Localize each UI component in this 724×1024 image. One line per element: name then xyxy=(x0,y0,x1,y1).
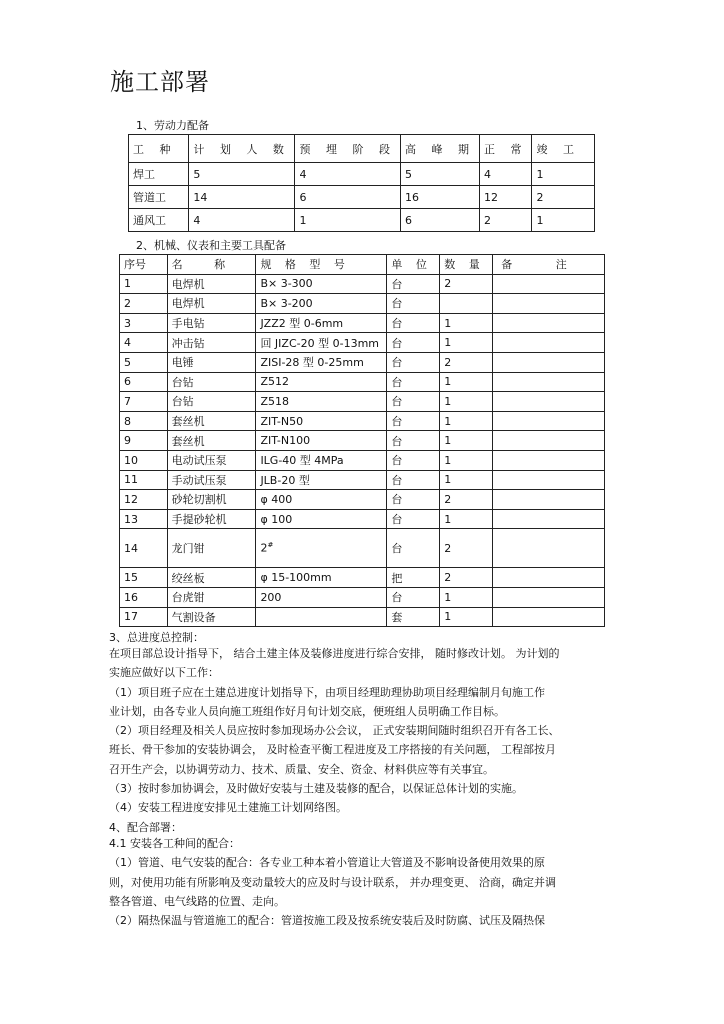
paragraph-line: 整各管道、电气线路的位置、走向。 xyxy=(109,894,285,908)
table-row xyxy=(120,529,605,568)
table-cell: 5 xyxy=(120,352,168,372)
table-cell: 2 xyxy=(440,352,493,372)
table-cell: 台 xyxy=(387,509,440,529)
paragraph-line: 4.1 安装各工种间的配合： xyxy=(109,837,240,850)
table-cell: 11 xyxy=(120,470,168,490)
table-cell: 1 xyxy=(440,450,493,470)
table-cell: 1 xyxy=(120,274,168,294)
table-cell: 台 xyxy=(387,431,440,451)
table-cell: 7 xyxy=(120,392,168,412)
cell-value: 2 xyxy=(260,542,268,556)
table-header-row xyxy=(120,255,605,275)
table-cell: 1 xyxy=(440,470,493,490)
table-cell: 6 xyxy=(295,186,401,209)
table-cell: φ 100 xyxy=(256,509,387,529)
table-cell: 6 xyxy=(120,372,168,392)
header-cell: 备 注 xyxy=(493,255,605,275)
table-cell: 2 xyxy=(120,294,168,314)
table-cell: 6 xyxy=(400,209,479,232)
table-cell: 台虎钳 xyxy=(167,587,256,607)
table-cell: 1 xyxy=(440,313,493,333)
table-cell: 电动试压泵 xyxy=(167,450,256,470)
paragraph-line: 实施应做好以下工作： xyxy=(109,666,219,680)
paragraph-line: 召开生产会，以协调劳动力、技术、质量、安全、资金、材料供应等有关事宜。 xyxy=(109,762,494,776)
table-cell: 砂轮切割机 xyxy=(167,490,256,510)
table-row xyxy=(129,186,595,209)
table-cell: 焊工 xyxy=(129,163,189,186)
header-cell: 计 划 人 数 xyxy=(189,135,295,163)
table-row xyxy=(120,450,605,470)
table-cell: 16 xyxy=(400,186,479,209)
table-cell: 冲击钻 xyxy=(167,333,256,353)
paragraph-line: （4）安装工程进度安排见土建施工计划网络图。 xyxy=(109,801,347,815)
equipment-heading: 2、机械、仪表和主要工具配备 xyxy=(136,239,286,252)
paragraph-line: （3）按时参加协调会，及时做好安装与土建及装修的配合，以保证总体计划的实施。 xyxy=(109,782,523,796)
table-cell: ZIT-N100 xyxy=(256,431,387,451)
table-cell: 把 xyxy=(387,568,440,588)
table-cell: 13 xyxy=(120,509,168,529)
table-cell xyxy=(493,372,605,392)
table-cell xyxy=(493,294,605,314)
page-title: 施工部署 xyxy=(110,68,210,96)
table-cell xyxy=(493,490,605,510)
table-cell xyxy=(493,274,605,294)
header-cell: 序号 xyxy=(120,255,168,275)
table-cell: 台 xyxy=(387,274,440,294)
paragraph-line: 在项目部总设计指导下， 结合土建主体及装修进度进行综合安排， 随时修改计划。 为计划的 xyxy=(109,647,560,660)
table-row xyxy=(120,470,605,490)
table-cell: 14 xyxy=(189,186,295,209)
header-cell: 名 称 xyxy=(167,255,256,275)
table-cell: ZIT-N50 xyxy=(256,411,387,431)
table-cell: 1 xyxy=(440,431,493,451)
table-cell: Z518 xyxy=(256,392,387,412)
paragraph-line: 业计划，由各专业人员向施工班组作好月旬计划交底，便班组人员明确工作目标。 xyxy=(109,704,505,718)
table-cell xyxy=(256,607,387,627)
table-row xyxy=(120,509,605,529)
table-cell: 台 xyxy=(387,392,440,412)
table-cell: Z512 xyxy=(256,372,387,392)
table-cell: 8 xyxy=(120,411,168,431)
table-cell: 2 xyxy=(479,209,532,232)
table-cell: 台 xyxy=(387,411,440,431)
table-cell: 台 xyxy=(387,470,440,490)
table-cell: 2 xyxy=(440,490,493,510)
table-row xyxy=(129,209,595,232)
table-row xyxy=(120,333,605,353)
table-cell: 2 xyxy=(440,529,493,568)
table-cell: 15 xyxy=(120,568,168,588)
table-row xyxy=(129,163,595,186)
table-cell: 4 xyxy=(189,209,295,232)
table-cell: 10 xyxy=(120,450,168,470)
table-cell: φ 15-100mm xyxy=(256,568,387,588)
table-cell: 5 xyxy=(400,163,479,186)
table-row xyxy=(120,587,605,607)
table-cell xyxy=(493,509,605,529)
superscript-mark: # xyxy=(267,541,274,550)
section4-body xyxy=(109,834,611,930)
table-row xyxy=(120,411,605,431)
table-cell: 2 xyxy=(532,186,595,209)
table-cell: B× 3-300 xyxy=(256,274,387,294)
table-cell: B× 3-200 xyxy=(256,294,387,314)
table-cell: 电焊机 xyxy=(167,294,256,314)
table-cell xyxy=(493,392,605,412)
table-cell: 1 xyxy=(440,372,493,392)
table-cell: 4 xyxy=(479,163,532,186)
table-cell xyxy=(493,607,605,627)
table-row xyxy=(120,607,605,627)
table-cell: 3 xyxy=(120,313,168,333)
table-cell xyxy=(493,411,605,431)
table-cell: 套丝机 xyxy=(167,411,256,431)
table-cell: 1 xyxy=(532,163,595,186)
table-cell: 1 xyxy=(440,392,493,412)
table-cell xyxy=(493,313,605,333)
header-cell: 高 峰 期 xyxy=(400,135,479,163)
table-cell: JZZ2 型 0-6mm xyxy=(256,313,387,333)
table-row xyxy=(120,431,605,451)
table-cell: 1 xyxy=(295,209,401,232)
header-cell: 单 位 xyxy=(387,255,440,275)
table-cell xyxy=(493,529,605,568)
header-cell: 预 埋 阶 段 xyxy=(295,135,401,163)
table-cell: 手提砂轮机 xyxy=(167,509,256,529)
header-cell: 规 格 型 号 xyxy=(256,255,387,275)
table-cell: 台 xyxy=(387,529,440,568)
table-cell: 台 xyxy=(387,313,440,333)
table-cell: 电锤 xyxy=(167,352,256,372)
table-cell: 1 xyxy=(440,411,493,431)
table-cell: 1 xyxy=(440,587,493,607)
table-cell: 回 JIZC-20 型 0-13mm xyxy=(256,333,387,353)
table-cell: 2 xyxy=(440,274,493,294)
table-cell: 12 xyxy=(120,490,168,510)
section3-body xyxy=(109,644,611,818)
table-cell xyxy=(493,333,605,353)
paragraph-line: （1）管道、电气安装的配合：各专业工种本着小管道让大管道及不影响设备使用效果的原 xyxy=(109,856,545,870)
table-row xyxy=(120,352,605,372)
table-cell xyxy=(493,352,605,372)
table-cell: 管道工 xyxy=(129,186,189,209)
paragraph-line: 班长、骨干参加的安装协调会， 及时检查平衡工程进度及工序搭接的有关问题， 工程部按月 xyxy=(109,743,556,757)
paragraph-line: 则，对使用功能有所影响及变动量较大的应及时与设计联系， 并办理变更、 洽商，确定并调 xyxy=(109,875,556,889)
table-cell: 龙门钳 xyxy=(167,529,256,568)
table-cell: 气割设备 xyxy=(167,607,256,627)
table-cell xyxy=(493,587,605,607)
table-cell: 台 xyxy=(387,333,440,353)
table-cell: 手电钻 xyxy=(167,313,256,333)
table-cell: JLB-20 型 xyxy=(256,470,387,490)
table-cell: ILG-40 型 4MPa xyxy=(256,450,387,470)
table-row xyxy=(120,372,605,392)
paragraph-line: （1）项目班子应在土建总进度计划指导下，由项目经理助理协助项目经理编制月旬施工作 xyxy=(109,685,545,699)
paragraph-line: （2）隔热保温与管道施工的配合：管道按施工段及按系统安装后及时防腐、试压及隔热保 xyxy=(109,914,545,928)
table-cell: 绞丝板 xyxy=(167,568,256,588)
equipment-table xyxy=(119,254,605,627)
table-cell: 17 xyxy=(120,607,168,627)
table-cell: 1 xyxy=(532,209,595,232)
table-cell: 5 xyxy=(189,163,295,186)
table-cell: φ 400 xyxy=(256,490,387,510)
labor-table xyxy=(128,134,595,232)
table-cell: 套丝机 xyxy=(167,431,256,451)
table-cell: 16 xyxy=(120,587,168,607)
table-cell xyxy=(493,450,605,470)
table-row xyxy=(120,274,605,294)
table-cell: 台 xyxy=(387,294,440,314)
table-cell: 12 xyxy=(479,186,532,209)
table-row xyxy=(120,313,605,333)
table-cell: 台钻 xyxy=(167,392,256,412)
table-cell xyxy=(493,431,605,451)
header-cell: 竣 工 xyxy=(532,135,595,163)
table-row xyxy=(120,294,605,314)
table-cell: 台 xyxy=(387,450,440,470)
header-cell: 数 量 xyxy=(440,255,493,275)
table-cell: 手动试压泵 xyxy=(167,470,256,490)
table-cell: 14 xyxy=(120,529,168,568)
table-row xyxy=(120,490,605,510)
table-cell: 4 xyxy=(120,333,168,353)
header-cell: 正 常 xyxy=(479,135,532,163)
paragraph-line: （2）项目经理及相关人员应按时参加现场办公会议， 正式安装期间随时组织召开有各工长、 xyxy=(109,724,560,738)
table-cell: 台钻 xyxy=(167,372,256,392)
table-cell: 2 xyxy=(440,568,493,588)
table-cell: 台 xyxy=(387,490,440,510)
section3-heading: 3、总进度总控制： xyxy=(109,631,204,644)
table-cell: 200 xyxy=(256,587,387,607)
table-cell: 台 xyxy=(387,587,440,607)
table-row xyxy=(120,392,605,412)
section4-heading: 4、配合部署： xyxy=(109,821,182,834)
table-cell xyxy=(440,294,493,314)
table-cell: 9 xyxy=(120,431,168,451)
table-cell: 4 xyxy=(295,163,401,186)
table-cell: 台 xyxy=(387,352,440,372)
table-cell: ZISI-28 型 0-25mm xyxy=(256,352,387,372)
table-cell: 台 xyxy=(387,372,440,392)
table-cell: 1 xyxy=(440,509,493,529)
table-cell xyxy=(493,568,605,588)
table-cell xyxy=(256,529,387,568)
header-cell: 工 种 xyxy=(129,135,189,163)
table-cell: 1 xyxy=(440,607,493,627)
table-cell: 通风工 xyxy=(129,209,189,232)
table-row xyxy=(120,568,605,588)
table-cell: 1 xyxy=(440,333,493,353)
labor-heading: 1、劳动力配备 xyxy=(136,119,209,132)
table-cell: 电焊机 xyxy=(167,274,256,294)
table-header-row xyxy=(129,135,595,163)
table-cell: 套 xyxy=(387,607,440,627)
table-cell xyxy=(493,470,605,490)
